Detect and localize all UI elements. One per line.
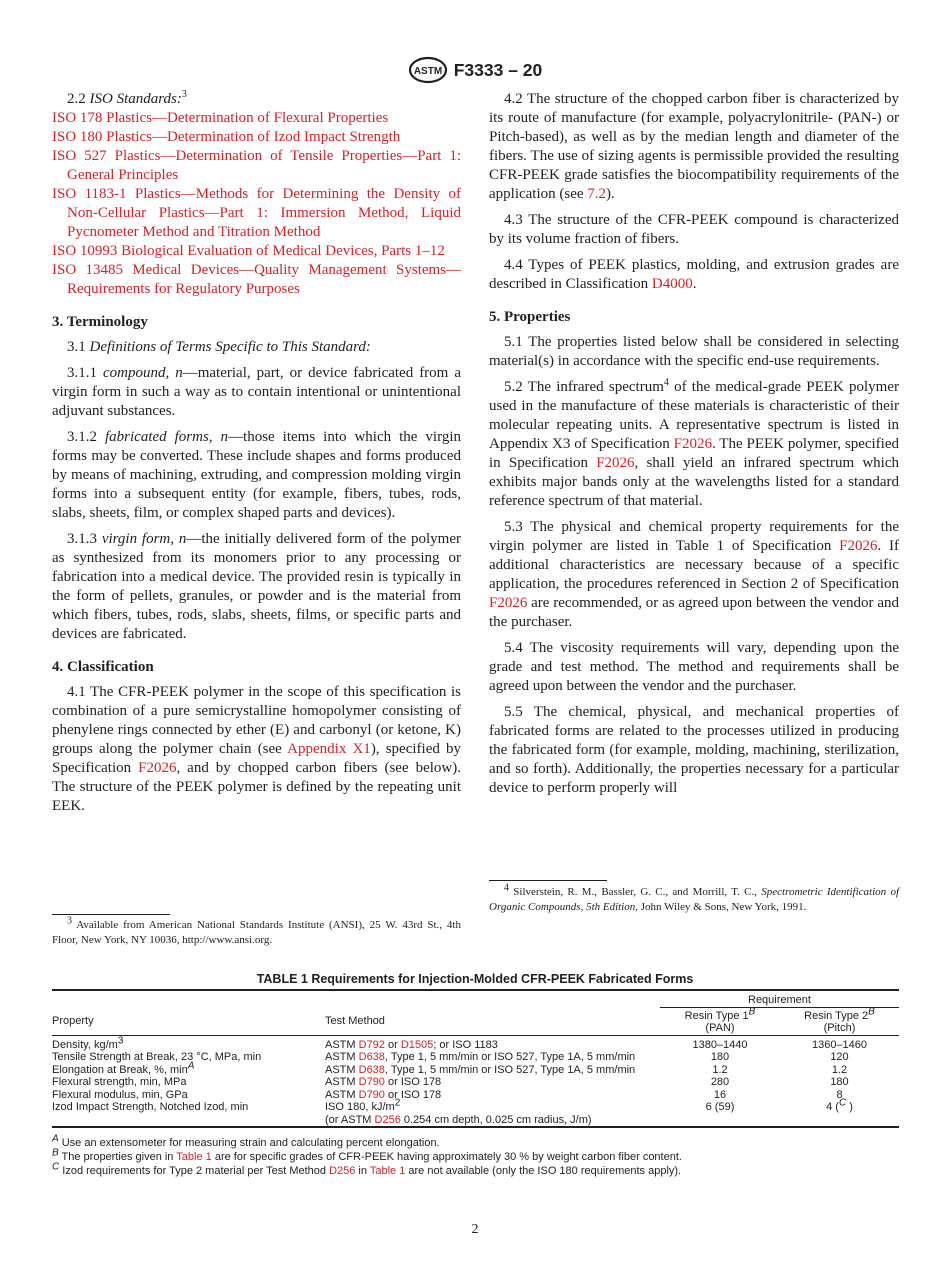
link-f2026[interactable]: F2026 — [839, 538, 878, 554]
iso-ref-13485[interactable]: ISO 13485 Medical Devices—Quality Management Systems—Requirements for Regulatory Purposes — [52, 262, 461, 297]
designation: F3333 – 20 — [453, 59, 543, 80]
svg-text:ASTM: ASTM — [413, 66, 442, 77]
link-table-1[interactable]: Table 1 — [176, 1151, 212, 1163]
link-f2026[interactable]: F2026 — [138, 760, 177, 776]
table-row: Tensile Strength at Break, 23 °C, MPa, min ASTM D638, Type 1, 5 mm/min or ISO 527, Type 1A, 5 mm/min 180 120 — [52, 1051, 849, 1063]
iso-ref-10993[interactable]: ISO 10993 Biological Evaluation of Medical Devices, Parts 1–12 — [52, 243, 445, 259]
link-f2026[interactable]: F2026 — [673, 436, 712, 452]
table-row: Density, $kg/m^3$ ASTM D792 or D1505; or ISO 1183 1380–1440 1360–1460 — [52, 1034, 868, 1051]
para-3-1-2: 3.1.2 fabricated forms, n—those items into which the virgin forms may be converted. These include shapes and forms produced by means of machining, extruding, and compression molding virgin forms into a subsequent entity (for example, fibers, tubes, rods, slabs, sheets, film, or complex shaped parts and devices). — [52, 429, 461, 521]
para-3-1-1: 3.1.1 compound, n—material, part, or device fabricated from a virgin form in such a way as to contain intentional or unintentional adjuvant substances. — [52, 365, 461, 419]
para-4-4: 4.4 Types of PEEK plastics, molding, and extrusion grades are described in Classification D4000. — [489, 257, 899, 292]
iso-standards-heading: 2.2 ISO Standards:$^3$ — [67, 89, 187, 107]
link-d790[interactable]: D790 — [358, 1076, 385, 1088]
section-5-heading: 5. Properties — [489, 309, 571, 325]
link-f2026[interactable]: F2026 — [489, 595, 528, 611]
page-number: 2 — [471, 1222, 479, 1237]
requirement-header: Requirement — [660, 991, 899, 1007]
link-7-2[interactable]: 7.2 — [587, 186, 607, 202]
col-header-type2: Resin Type $2^B$ (Pitch) — [804, 1005, 875, 1034]
link-d256[interactable]: D256 — [329, 1165, 356, 1177]
table-footnote-b: $^B$ The properties given in Table 1 are for specific grades of CFR-PEEK having approximately 30 % by weight carbon fiber content. — [52, 1147, 682, 1163]
table-row: Izod Impact Strength, Notched Izod, min ISO 180, $kJ/m^2$ (or ASTM D256 0.254 cm depth, 0.025 cm radius, J/m) 6 (59) 4 ($^C$ ) — [52, 1097, 853, 1126]
iso-ref-1183-1[interactable]: ISO 1183-1 Plastics—Methods for Determining the Density of Non-Cellular Plastics—Part 1: Immersion Method, Liquid Pycnometer Method and Titration Method — [52, 186, 462, 240]
table-1-title: TABLE 1 Requirements for Injection-Molded CFR-PEEK Fabricated Forms — [256, 972, 694, 986]
para-3-1: 3.1 Definitions of Terms Specific to This Standard: — [67, 339, 371, 355]
para-5-1: 5.1 The properties listed below shall be considered in selecting material(s) in accordance with the specific end-use requirements. — [489, 334, 899, 369]
link-d790[interactable]: D790 — [358, 1088, 385, 1101]
page-header — [0, 56, 950, 89]
table-footnotes — [52, 1133, 899, 1178]
col-header-type1: Resin Type $1^B$ (PAN) — [684, 1005, 756, 1034]
link-d638[interactable]: D638 — [358, 1063, 385, 1076]
table-1 — [52, 989, 899, 1128]
iso-ref-178[interactable]: ISO 178 Plastics—Determination of Flexural Properties — [52, 110, 389, 126]
link-appendix-x1[interactable]: Appendix X1 — [287, 741, 371, 757]
iso-reference-list — [52, 109, 461, 299]
iso-ref-527[interactable]: ISO 527 Plastics—Determination of Tensile Properties—Part 1: General Principles — [52, 148, 462, 183]
table-header-row — [52, 1007, 899, 1035]
para-3-1-3: 3.1.3 virgin form, n—the initially delivered form of the polymer as synthesized from its monomers prior to any processing or fabrication into a medical device. The provided resin is typically in the form of pellets, granules, or powder and is the material from which fibers, tubes, rods, slabs, sheets, films, or specific parts and devices are fabricated. — [52, 531, 461, 642]
link-table-1[interactable]: Table 1 — [369, 1165, 406, 1177]
footnote-3: $^3$ Available from American National Standards Institute (ANSI), 25 W. 43rd St., 4th Floor, New York, NY 10036, http://www.ansi.org. — [52, 915, 461, 946]
iso-ref-180[interactable]: ISO 180 Plastics—Determination of Izod Impact Strength — [52, 129, 401, 145]
left-column — [52, 90, 461, 823]
link-d256[interactable]: D256 — [374, 1113, 401, 1126]
para-4-1: 4.1 The CFR-PEEK polymer in the scope of this specification is combination of a pure semicrystalline homopolymer consisting of phenylene rings connected by ether (E) and carbonyl (or ketone, K) groups along the polymer chain (see Appendix X1), specified by Specification F2026, and by chopped carbon fibers (see below). The structure of the PEEK polymer is defined by the repeating unit EEK. — [52, 684, 461, 814]
table-row: Flexural modulus, min, GPa ASTM D790 or ISO 178 16 8 — [52, 1088, 843, 1101]
link-d4000[interactable]: D4000 — [651, 276, 693, 292]
link-d792[interactable]: D792 — [358, 1038, 385, 1051]
para-5-4: 5.4 The viscosity requirements will vary, depending upon the grade and test method. The method and requirements shall be agreed upon between the vendor and the purchaser. — [489, 640, 899, 694]
table-footnote-a: $^A$ Use an extensometer for measuring strain and calculating percent elongation. — [52, 1133, 440, 1149]
para-4-3: 4.3 The structure of the CFR-PEEK compound is characterized by its volume fraction of fibers. — [489, 212, 899, 247]
col-header-method: Test Method — [325, 1015, 385, 1027]
right-column — [489, 90, 899, 805]
section-4-heading: 4. Classification — [52, 659, 154, 675]
col-header-property: Property — [52, 1015, 94, 1027]
link-f2026[interactable]: F2026 — [596, 455, 635, 471]
link-d638[interactable]: D638 — [358, 1051, 385, 1063]
section-3-heading: 3. Terminology — [52, 314, 148, 330]
para-5-3: 5.3 The physical and chemical property requirements for the virgin polymer are listed in Table 1 of Specification F2026. If additional characteristics are necessary because of a specific application, the procedures referenced in Section 2 of Specification F2026 are recommended, or as agreed upon between the vendor and the purchaser. — [489, 519, 900, 630]
astm-logo-icon — [408, 56, 448, 84]
footnote-4: $^4$ Silverstein, R. M., Bassler, G. C., and Morrill, T. C., Spectrometric Identification of Organic Compounds, 5th Edition, John Wiley & Sons, New York, 1991. — [489, 882, 899, 913]
table-row: Flexural strength, min, MPa ASTM D790 or ISO 178 280 180 — [52, 1076, 849, 1088]
table-footnote-c: $^C$ Izod requirements for Type 2 material per Test Method D256 in Table 1 are not available (only the ISO 180 requirements apply). — [52, 1161, 682, 1177]
para-4-2: 4.2 The structure of the chopped carbon fiber is characterized by its route of manufacture (for example, polyacrylonitrile- (PAN-) or Pitch-based), as well as by the median length and diameter of the fibers. The use of sizing agents is permissible provided the resulting CFR-PEEK grade satisfies the biocompatibility requirements of the application (see 7.2). — [489, 91, 899, 202]
footnote-rule-right — [489, 880, 607, 881]
table-row: Elongation at Break, %, $\min^A$ ASTM D638, Type 1, 5 mm/min or ISO 527, Type 1A, 5 mm/min 1.2 1.2 — [52, 1059, 848, 1076]
para-5-5: 5.5 The chemical, physical, and mechanical properties of fabricated forms are related to the processes utilized in producing the fabricated form (for example, molding, machining, sterilization, and so forth). Additionally, the properties necessary for a particular device to perform properly will — [489, 704, 899, 796]
para-5-2: 5.2 The infrared spectrum$^4$ of the medical-grade PEEK polymer used in the manufacture of these materials is characteristic of their molecular repeating units. A representative spectrum is listed in Appendix X3 of Specification F2026. The PEEK polymer, specified in Specification F2026, shall yield an infrared spectrum which exhibits major bands only at the wavelengths listed for a standard reference spectrum of that material. — [489, 377, 900, 509]
link-d1505[interactable]: D1505 — [400, 1038, 434, 1051]
